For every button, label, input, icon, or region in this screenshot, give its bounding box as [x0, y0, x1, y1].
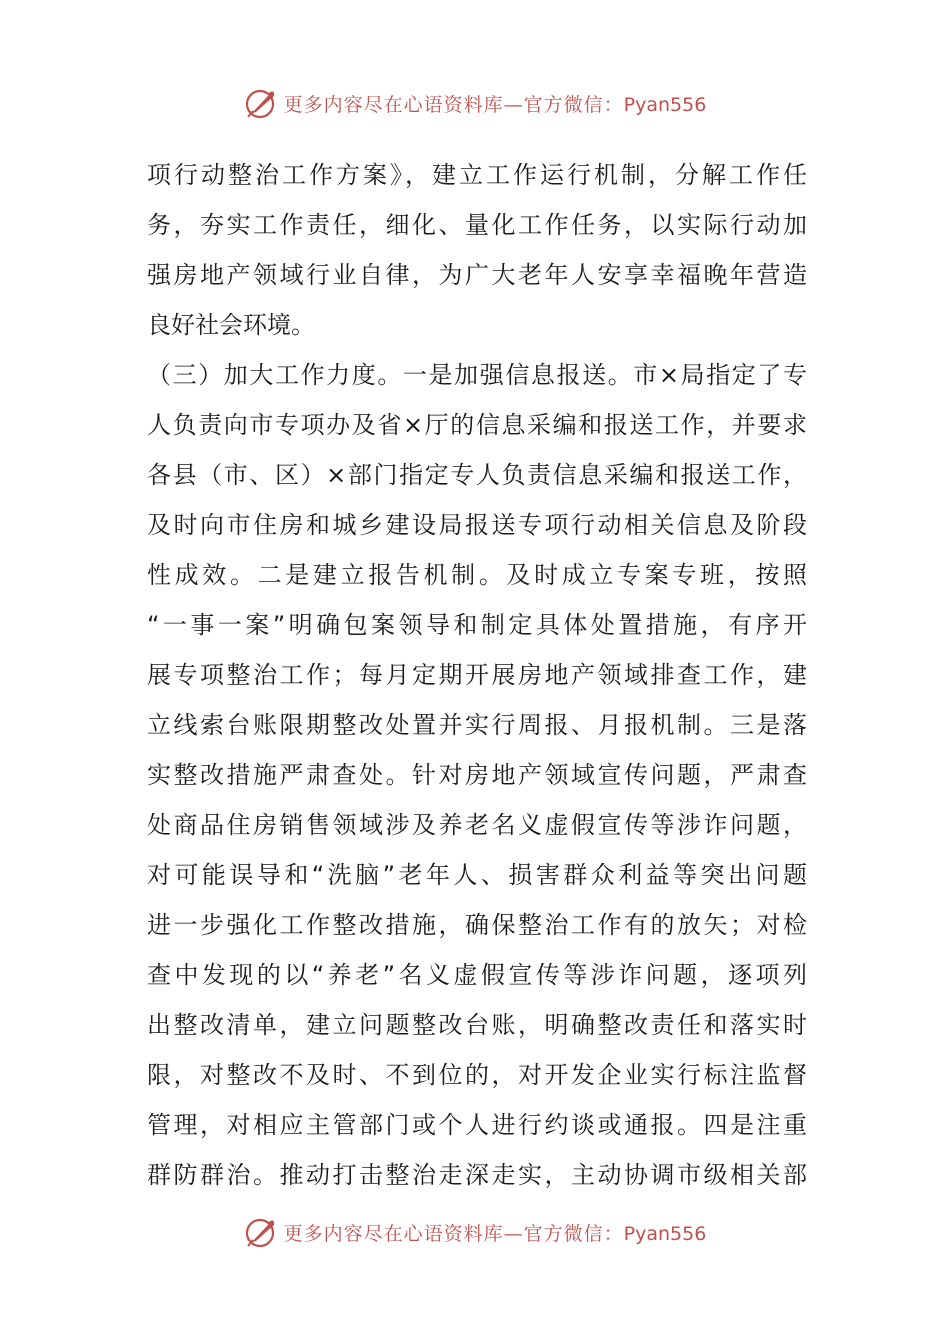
- quill-logo-icon: [244, 86, 278, 120]
- text-line: 对可能误导和“洗脑”老年人、损害群众利益等突出问题: [147, 861, 807, 889]
- text-line: 实整改措施严肃查处。针对房地产领域宣传问题，严肃查: [147, 761, 807, 789]
- text-line: 管理，对相应主管部门或个人进行约谈或通报。四是注重: [147, 1111, 807, 1139]
- watermark-text: 更多内容尽在心语资料库—官方微信：Pyan556: [283, 93, 707, 116]
- wechat-id: Pyan556: [623, 93, 707, 116]
- text-line: （三）加大工作力度。一是加强信息报送。市×局指定了专: [147, 361, 807, 389]
- text-line: 性成效。二是建立报告机制。及时成立专案专班，按照: [147, 561, 807, 589]
- watermark-text: 更多内容尽在心语资料库—官方微信：Pyan556: [283, 1222, 707, 1245]
- text-line: 强房地产领域行业自律，为广大老年人安享幸福晚年营造: [147, 261, 807, 289]
- text-line: 群防群治。推动打击整治走深走实，主动协调市级相关部: [147, 1161, 807, 1189]
- text-line: 务，夯实工作责任，细化、量化工作任务，以实际行动加: [147, 211, 807, 239]
- footer-watermark: [0, 1212, 950, 1252]
- paragraph-2: [147, 350, 807, 1200]
- text-line: 展专项整治工作；每月定期开展房地产领域排查工作，建: [147, 661, 807, 689]
- document-body: [147, 150, 807, 1200]
- text-line: 人负责向市专项办及省×厅的信息采编和报送工作，并要求: [147, 411, 807, 439]
- text-line: 处商品住房销售领域涉及养老名义虚假宣传等涉诈问题，: [147, 811, 807, 839]
- text-line: 进一步强化工作整改措施，确保整治工作有的放矢；对检: [147, 911, 807, 939]
- text-line: 限，对整改不及时、不到位的，对开发企业实行标注监督: [147, 1061, 807, 1089]
- text-line: 各县（市、区）×部门指定专人负责信息采编和报送工作，: [147, 461, 807, 489]
- text-line: 出整改清单，建立问题整改台账，明确整改责任和落实时: [147, 1011, 807, 1039]
- header-watermark: [0, 83, 950, 123]
- text-line: 立线索台账限期整改处置并实行周报、月报机制。三是落: [147, 711, 807, 739]
- wechat-id: Pyan556: [623, 1222, 707, 1245]
- text-line: 良好社会环境。: [147, 311, 315, 339]
- text-line: “一事一案”明确包案领导和制定具体处置措施，有序开: [147, 611, 807, 639]
- text-line: 项行动整治工作方案》，建立工作运行机制，分解工作任: [147, 161, 807, 189]
- text-line: 及时向市住房和城乡建设局报送专项行动相关信息及阶段: [147, 511, 807, 539]
- quill-logo-icon: [244, 1215, 278, 1249]
- text-line: 查中发现的以“养老”名义虚假宣传等涉诈问题，逐项列: [147, 961, 807, 989]
- paragraph-1: [147, 150, 807, 350]
